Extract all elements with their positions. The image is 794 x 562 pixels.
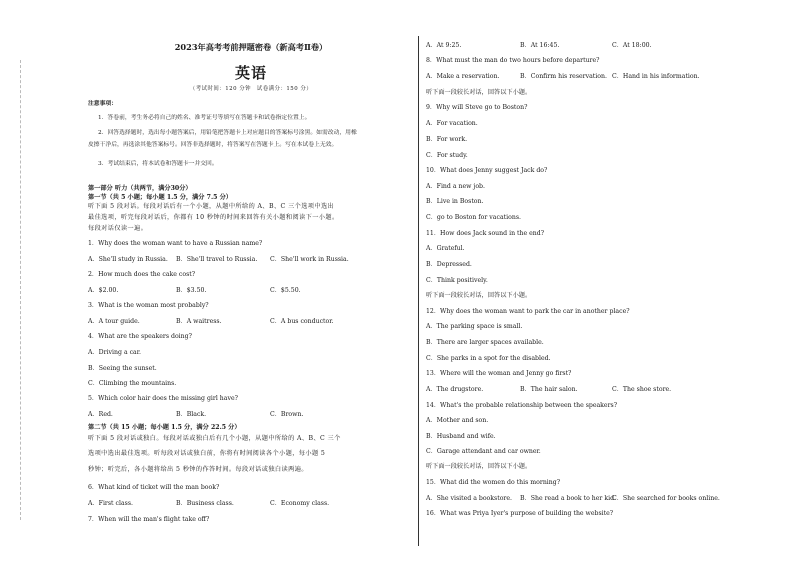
question-5: 5．Which color hair does the missing girl have?: [88, 395, 238, 402]
option-a: A．The parking space is small.: [426, 323, 523, 330]
option-a: A．Mother and son.: [426, 417, 489, 424]
option-c: C．Economy class.: [270, 500, 330, 507]
option-b: B．Business class.: [176, 500, 234, 507]
question-10: 10．What does Jenny suggest Jack do?: [426, 167, 548, 174]
options-row: [88, 256, 414, 264]
section1-instruction: 听下面 5 段对话。每段对话后有一个小题，从题中所给的 A、B、C 三个选项中选出: [88, 203, 335, 210]
section2-instruction: 听下面 5 段对话或独白。每段对话或独白后有几个小题，从题中所给的 A、B、C 三个: [88, 435, 341, 442]
option-c: C．For study.: [426, 152, 468, 159]
option-a: A．She visited a bookstore.: [426, 495, 513, 502]
option-b: B．She read a book to her kid.: [520, 495, 617, 502]
question-12: 12．Why does the woman want to park the car in another place?: [426, 308, 630, 315]
option-b: B．Depressed.: [426, 261, 472, 268]
options-row: [426, 495, 720, 503]
option-a: A．$2.00.: [88, 287, 119, 294]
option-b: B．At 16:45.: [520, 42, 560, 49]
option-b: B．For work.: [426, 136, 468, 143]
dialogue-instruction: 听下面一段较长对话，回答以下小题。: [426, 463, 532, 470]
options-row: [88, 411, 414, 419]
options-row: [88, 500, 414, 508]
options-row: [426, 73, 716, 81]
option-c: C．Hand in his information.: [612, 73, 700, 80]
section1-heading: 第一节（共 5 小题；每小题 1.5 分，满分 7.5 分）: [88, 194, 232, 201]
part1-heading: 第一部分 听力（共两节，满分30分）: [88, 185, 192, 192]
option-c: C．At 18:00.: [612, 42, 652, 49]
note-item: 3．考试结束后，将本试卷和答题卡一并交回。: [98, 161, 218, 167]
question-13: 13．Where will the woman and Jenny go first?: [426, 370, 572, 377]
section2-instruction: 选项中选出最佳选项。听每段对话或独白前，你将有时间阅读各个小题，每小题 5: [88, 450, 326, 457]
option-b: B．Husband and wife.: [426, 433, 496, 440]
question-4: 4．What are the speakers doing?: [88, 333, 192, 340]
question-6: 6．What kind of ticket will the man book?: [88, 484, 220, 491]
option-a: A．Make a reservation.: [426, 73, 500, 80]
option-a: A．First class.: [88, 500, 133, 507]
option-b: B．$3.50.: [176, 287, 207, 294]
question-1: 1．Why does the woman want to have a Russian name?: [88, 240, 263, 247]
note-item: 2．回答选择题时，选出每小题答案后，用铅笔把答题卡上对应题目的答案标号涂黑。如需改动，用橡: [98, 130, 357, 136]
question-3: 3．What is the woman most probably?: [88, 302, 209, 309]
option-a: A．At 9:25.: [426, 42, 462, 49]
option-a: A．The drugstore.: [426, 386, 484, 393]
question-16: 16．What was Priya Iyer's purpose of building the website?: [426, 510, 614, 517]
note-item: 皮擦干净后，再选涂其他答案标号。回答非选择题时，将答案写在答题卡上。写在本试卷上无效。: [88, 142, 338, 148]
option-c: C．She'll work in Russia.: [270, 256, 349, 263]
options-row: [426, 386, 716, 394]
options-row: [88, 287, 414, 295]
note-item: 1．答卷前，考生务必将自己的姓名、准考证号等填写在答题卡和试卷指定位置上。: [98, 115, 311, 121]
option-c: C．The shoe store.: [612, 386, 672, 393]
option-b: B．Seeing the sunset.: [88, 365, 157, 372]
options-row: [426, 42, 716, 50]
option-a: A．She'll study in Russia.: [88, 256, 168, 263]
options-row: [88, 318, 414, 326]
option-a: A．A tour guide.: [88, 318, 140, 325]
binding-dashed-line: [20, 60, 21, 520]
option-b: B．Live in Boston.: [426, 198, 484, 205]
option-a: A．For vacation.: [426, 120, 478, 127]
option-a: A．Driving a car.: [88, 349, 141, 356]
question-7: 7．When will the man's flight take off?: [88, 516, 210, 523]
dialogue-instruction: 听下面一段较长对话，回答以下小题。: [426, 89, 532, 96]
column-divider: [418, 36, 419, 546]
option-c: C．go to Boston for vacations.: [426, 214, 521, 221]
option-a: A．Find a new job.: [426, 183, 485, 190]
question-14: 14．What's the probable relationship between the speakers?: [426, 402, 618, 409]
option-b: B．Confirm his reservation.: [520, 73, 607, 80]
option-c: C．She searched for books online.: [612, 495, 720, 502]
section2-heading: 第二节（共 15 小题；每小题 1.5 分，满分 22.5 分）: [88, 424, 241, 431]
question-9: 9．Why will Steve go to Boston?: [426, 104, 528, 111]
option-b: B．The hair salon.: [520, 386, 578, 393]
option-c: C．Climbing the mountains.: [88, 380, 177, 387]
question-8: 8．What must the man do two hours before departure?: [426, 57, 600, 64]
question-11: 11．How does Jack sound in the end?: [426, 230, 545, 237]
option-c: C．Garage attendant and car owner.: [426, 448, 541, 455]
section2-instruction: 秒钟；听完后，各小题将给出 5 秒钟的作答时间。每段对话或独白读两遍。: [88, 466, 308, 473]
option-a: A．Grateful.: [426, 245, 465, 252]
exam-info: （考试时间：120 分钟 试卷满分：150 分）: [189, 86, 313, 92]
question-2: 2．How much does the cake cost?: [88, 271, 196, 278]
question-15: 15．What did the women do this morning?: [426, 479, 561, 486]
option-b: B．Black.: [176, 411, 207, 418]
notes-heading: 注意事项：: [88, 101, 117, 107]
dialogue-instruction: 听下面一段较长对话，回答以下小题。: [426, 292, 532, 299]
option-c: C．Think positively.: [426, 277, 488, 284]
binding-margin: [10, 60, 28, 520]
option-a: A．Red.: [88, 411, 113, 418]
option-b: B．There are larger spaces available.: [426, 339, 544, 346]
section1-instruction: 最佳选项，听完每段对话后，你都有 10 秒钟的时间来回答有关小题和阅读下一小题。: [88, 214, 339, 221]
option-c: C．Brown.: [270, 411, 304, 418]
option-c: C．She parks in a spot for the disabled.: [426, 355, 551, 362]
option-c: C．A bus conductor.: [270, 318, 334, 325]
option-b: B．She'll travel to Russia.: [176, 256, 258, 263]
exam-title: 2023年高考考前押题密卷（新高考Ⅱ卷）: [174, 42, 328, 52]
subject-title: 英语: [234, 64, 267, 82]
option-c: C．$5.50.: [270, 287, 301, 294]
section1-instruction: 每段对话仅读一遍。: [88, 225, 148, 232]
option-b: B．A waitress.: [176, 318, 222, 325]
